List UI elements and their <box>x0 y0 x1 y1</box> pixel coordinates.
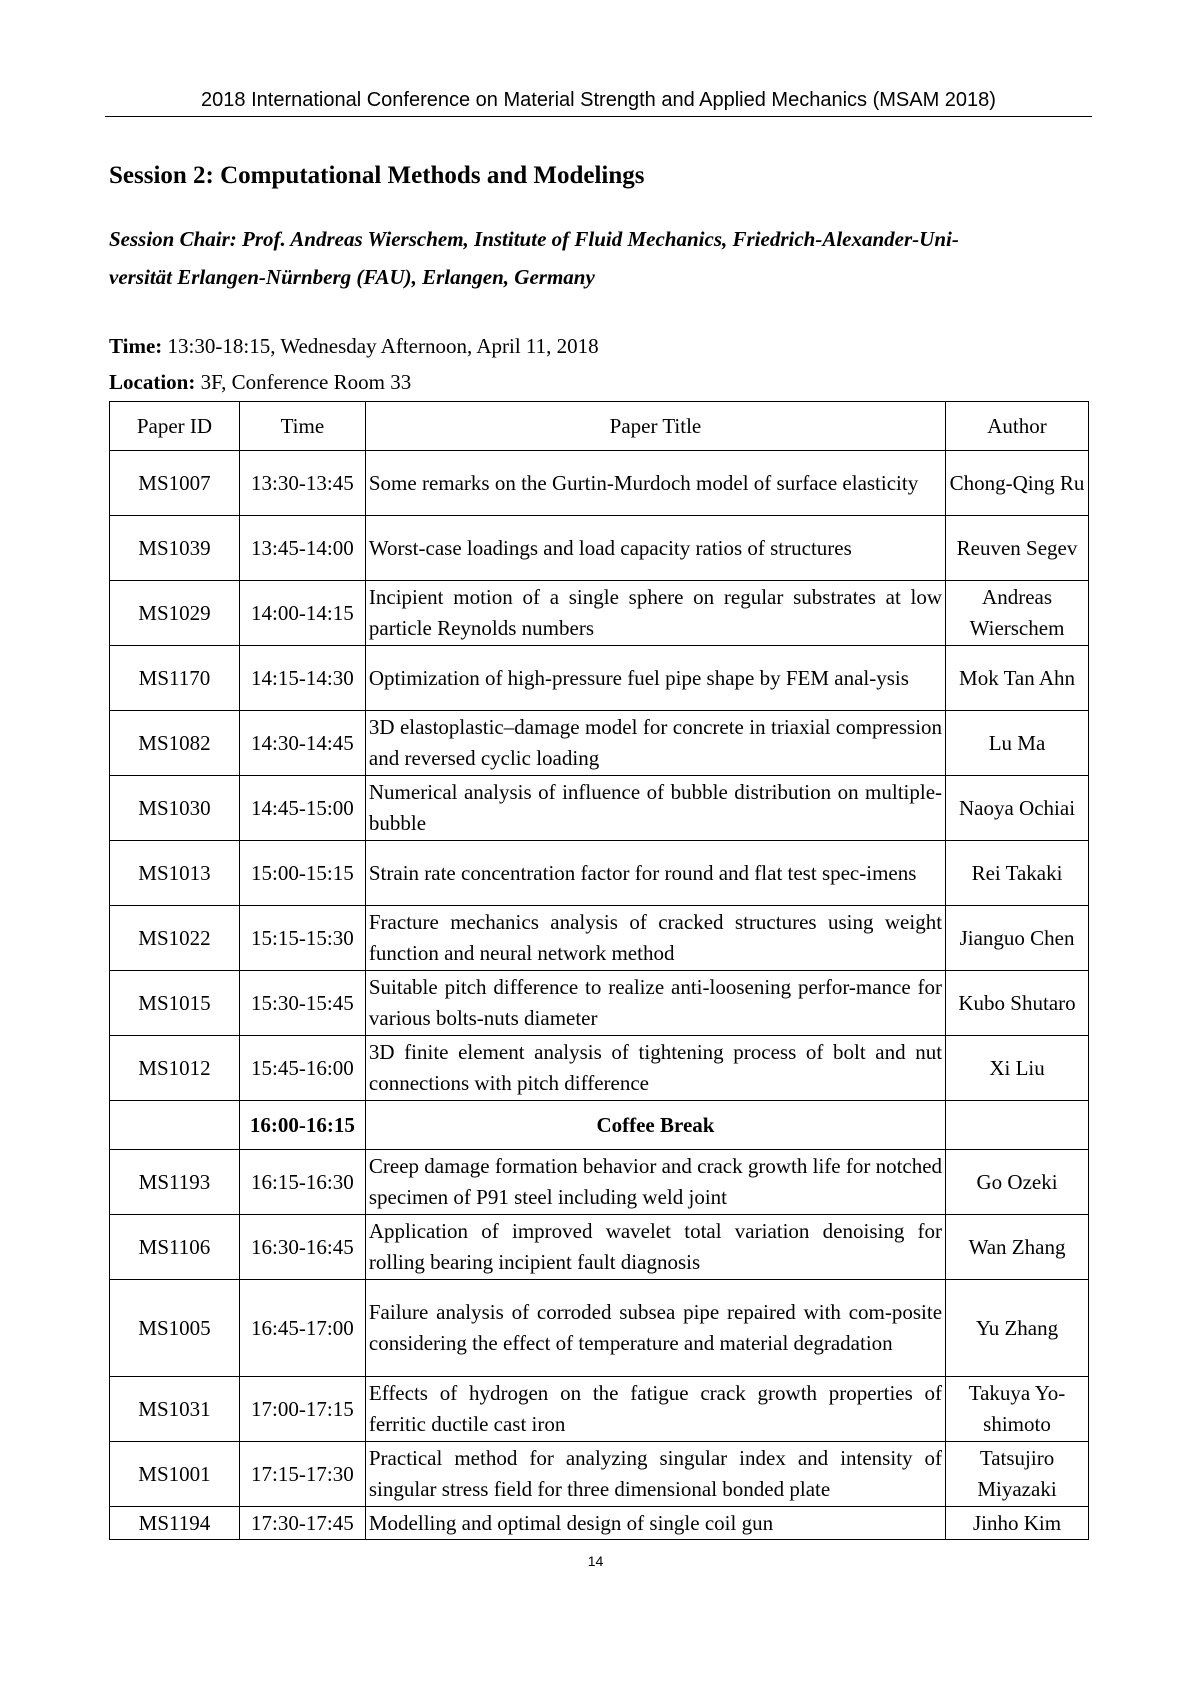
paper-title: Fracture mechanics analysis of cracked structures using weight function and neural network method <box>365 906 945 971</box>
paper-id: MS1012 <box>110 1036 240 1101</box>
table-row <box>110 906 1089 971</box>
session-time-label: Time: <box>109 334 163 358</box>
paper-time: 14:15-14:30 <box>239 646 365 711</box>
paper-author: Mok Tan Ahn <box>946 646 1089 711</box>
paper-time: 17:30-17:45 <box>239 1507 365 1540</box>
paper-time: 15:15-15:30 <box>239 906 365 971</box>
table-row <box>110 711 1089 776</box>
paper-title: 3D finite element analysis of tightening process of bolt and nut connections with pitch difference <box>365 1036 945 1101</box>
schedule-table <box>109 401 1089 1540</box>
table-row <box>110 1036 1089 1101</box>
paper-author: Chong-Qing Ru <box>946 451 1089 516</box>
paper-time: 15:00-15:15 <box>239 841 365 906</box>
paper-time: 13:30-13:45 <box>239 451 365 516</box>
paper-title: Modelling and optimal design of single coil gun <box>365 1507 945 1540</box>
paper-time: 17:15-17:30 <box>239 1442 365 1507</box>
paper-author: Andreas Wierschem <box>946 581 1089 646</box>
session-chair-line-1: Session Chair: Prof. Andreas Wierschem, Institute of Fluid Mechanics, Friedrich-Alexander-Uni- <box>109 227 959 251</box>
session-location <box>109 368 411 396</box>
table-row <box>110 1215 1089 1280</box>
paper-title: Creep damage formation behavior and crack growth life for notched specimen of P91 steel including weld joint <box>365 1150 945 1215</box>
paper-author: Tatsujiro Miyazaki <box>946 1442 1089 1507</box>
paper-time: 14:45-15:00 <box>239 776 365 841</box>
table-row <box>110 646 1089 711</box>
session-title: Session 2: Computational Methods and Modelings <box>109 162 645 189</box>
paper-time: 15:30-15:45 <box>239 971 365 1036</box>
paper-title: Worst-case loadings and load capacity ratios of structures <box>365 516 945 581</box>
paper-author: Go Ozeki <box>946 1150 1089 1215</box>
paper-title: Incipient motion of a single sphere on regular substrates at low particle Reynolds numbers <box>365 581 945 646</box>
paper-time: 16:30-16:45 <box>239 1215 365 1280</box>
paper-title: Suitable pitch difference to realize anti-loosening perfor-mance for various bolts-nuts diameter <box>365 971 945 1036</box>
paper-id: MS1007 <box>110 451 240 516</box>
header-author: Author <box>946 402 1089 451</box>
paper-id: MS1013 <box>110 841 240 906</box>
session-location-value: 3F, Conference Room 33 <box>200 370 412 394</box>
paper-id: MS1001 <box>110 1442 240 1507</box>
running-header: 2018 International Conference on Material Strength and Applied Mechanics (MSAM 2018) <box>105 86 1092 117</box>
paper-author: Rei Takaki <box>946 841 1089 906</box>
header-paper-title: Paper Title <box>365 402 945 451</box>
paper-title: Failure analysis of corroded subsea pipe repaired with com-posite considering the effect of temperature and material degradation <box>365 1280 945 1377</box>
table-row <box>110 1150 1089 1215</box>
paper-id: MS1031 <box>110 1377 240 1442</box>
paper-time: 16:15-16:30 <box>239 1150 365 1215</box>
session-chair-line-2: versität Erlangen-Nürnberg (FAU), Erlangen, Germany <box>109 265 595 289</box>
paper-author: Jianguo Chen <box>946 906 1089 971</box>
table-row <box>110 516 1089 581</box>
header-time: Time <box>239 402 365 451</box>
paper-author: Xi Liu <box>946 1036 1089 1101</box>
paper-title: Application of improved wavelet total variation denoising for rolling bearing incipient fault diagnosis <box>365 1215 945 1280</box>
paper-time: 14:00-14:15 <box>239 581 365 646</box>
page-number: 14 <box>587 1553 604 1569</box>
session-time-value: 13:30-18:15, Wednesday Afternoon, April 11, 2018 <box>167 334 599 358</box>
paper-id: MS1170 <box>110 646 240 711</box>
paper-author: Jinho Kim <box>946 1507 1089 1540</box>
paper-title: Some remarks on the Gurtin-Murdoch model of surface elasticity <box>365 451 945 516</box>
paper-id: MS1039 <box>110 516 240 581</box>
table-row <box>110 581 1089 646</box>
paper-title: Strain rate concentration factor for round and flat test spec-imens <box>365 841 945 906</box>
paper-title: Practical method for analyzing singular index and intensity of singular stress field for three dimensional bonded plate <box>365 1442 945 1507</box>
table-row <box>110 451 1089 516</box>
paper-time: 17:00-17:15 <box>239 1377 365 1442</box>
coffee-break-row <box>110 1101 1089 1150</box>
paper-title: Numerical analysis of influence of bubble distribution on multiple-bubble <box>365 776 945 841</box>
paper-id <box>110 1101 240 1150</box>
header-paper-id: Paper ID <box>110 402 240 451</box>
paper-author: Lu Ma <box>946 711 1089 776</box>
paper-id: MS1030 <box>110 776 240 841</box>
table-row <box>110 1442 1089 1507</box>
paper-id: MS1082 <box>110 711 240 776</box>
session-location-label: Location: <box>109 370 196 394</box>
paper-id: MS1022 <box>110 906 240 971</box>
paper-author: Kubo Shutaro <box>946 971 1089 1036</box>
table-header-row <box>110 402 1089 451</box>
table-row <box>110 1377 1089 1442</box>
table-row <box>110 841 1089 906</box>
paper-time: 13:45-14:00 <box>239 516 365 581</box>
break-title: Coffee Break <box>365 1101 945 1150</box>
paper-title: Effects of hydrogen on the fatigue crack growth properties of ferritic ductile cast iron <box>365 1377 945 1442</box>
paper-title: 3D elastoplastic–damage model for concrete in triaxial compression and reversed cyclic loading <box>365 711 945 776</box>
paper-id: MS1015 <box>110 971 240 1036</box>
session-time <box>109 332 599 360</box>
paper-id: MS1193 <box>110 1150 240 1215</box>
session-chair <box>109 220 1089 296</box>
paper-title: Optimization of high-pressure fuel pipe shape by FEM anal-ysis <box>365 646 945 711</box>
paper-time: 15:45-16:00 <box>239 1036 365 1101</box>
break-time: 16:00-16:15 <box>239 1101 365 1150</box>
paper-author: Reuven Segev <box>946 516 1089 581</box>
paper-time: 14:30-14:45 <box>239 711 365 776</box>
paper-author: Yu Zhang <box>946 1280 1089 1377</box>
table-row <box>110 1280 1089 1377</box>
table-row <box>110 776 1089 841</box>
paper-id: MS1005 <box>110 1280 240 1377</box>
paper-id: MS1029 <box>110 581 240 646</box>
table-row <box>110 971 1089 1036</box>
table-row <box>110 1507 1089 1540</box>
paper-author: Takuya Yo-shimoto <box>946 1377 1089 1442</box>
paper-id: MS1106 <box>110 1215 240 1280</box>
paper-author: Naoya Ochiai <box>946 776 1089 841</box>
paper-id: MS1194 <box>110 1507 240 1540</box>
paper-author <box>946 1101 1089 1150</box>
paper-time: 16:45-17:00 <box>239 1280 365 1377</box>
paper-author: Wan Zhang <box>946 1215 1089 1280</box>
